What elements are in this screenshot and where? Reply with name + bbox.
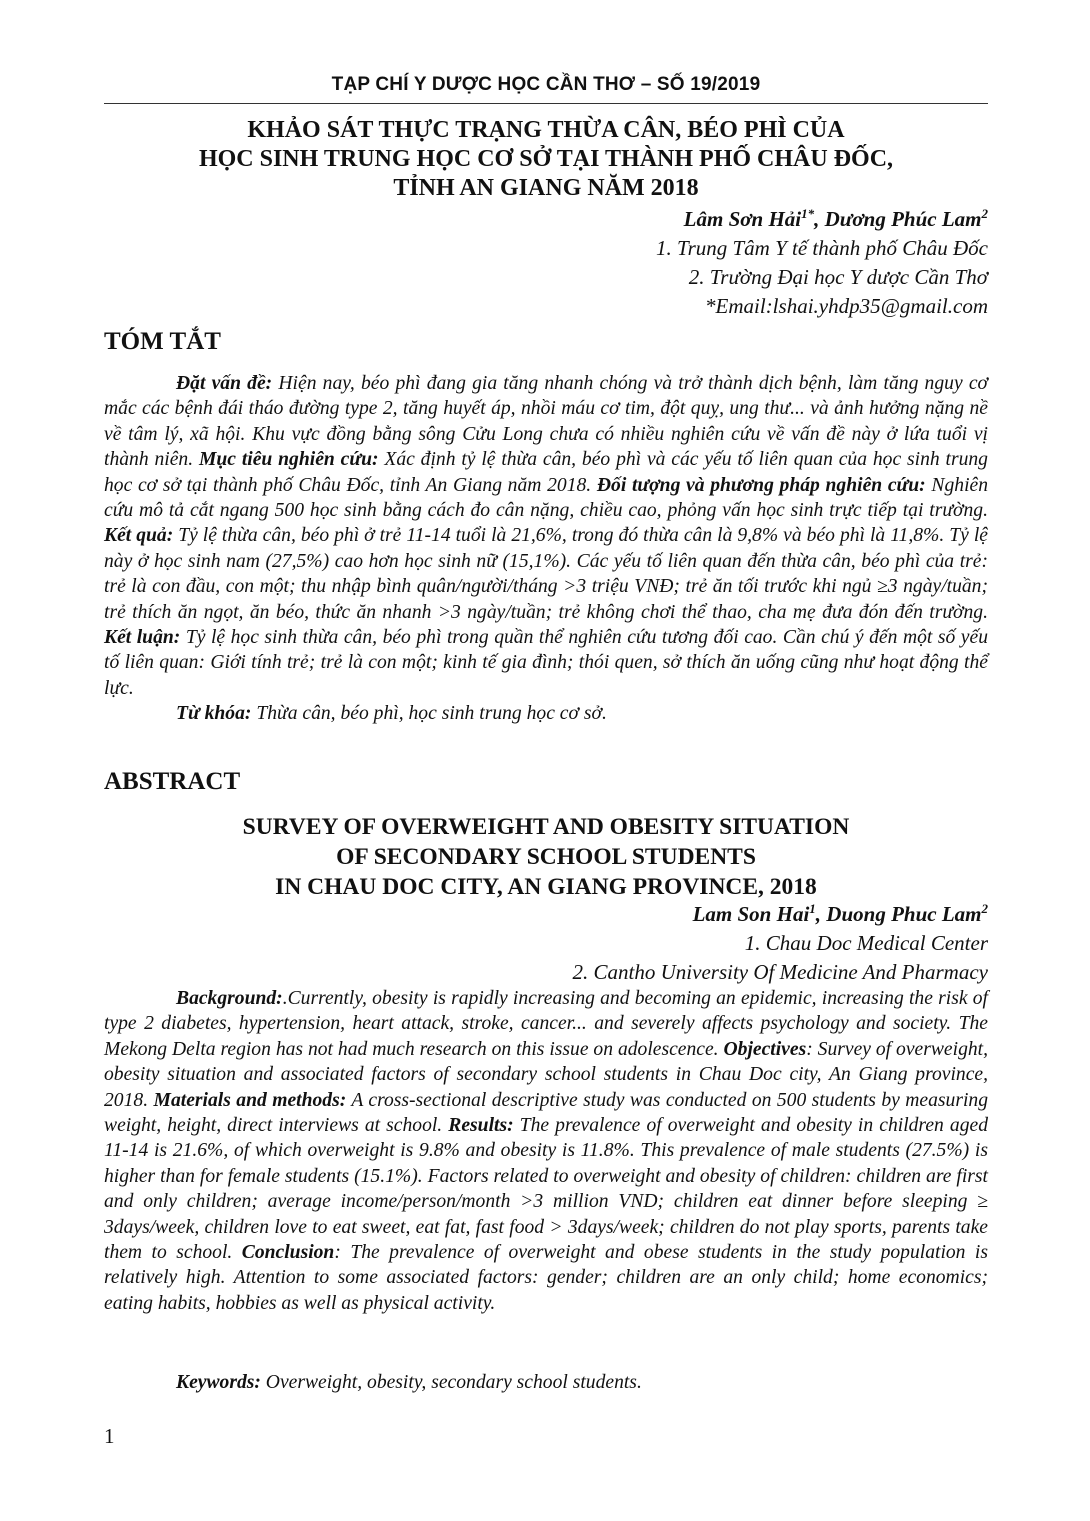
author-2-affil-en: 2 [981,901,988,916]
objective-label-en: Objectives [723,1038,807,1060]
title-en-line-2: OF SECONDARY SCHOOL STUDENTS [336,844,756,870]
conclusion-label-en: Conclusion [241,1242,335,1264]
conclusion-text-en: : The prevalence of overweight and obese students in the study population is relatively high. Attention to some associated factors: gender; children are an only child; home economics; eating habits, hobbies as well as physical activity. [104,1242,989,1314]
keywords-en [104,1370,988,1395]
summary-heading: TÓM TẮT [104,328,221,355]
background-text: Hiện nay, béo phì đang gia tăng nhanh chóng và trở thành dịch bệnh, làm tăng nguy cơ mắc các bệnh đái tháo đường type 2, tăng huyết áp, nhồi máu cơ tim, đột quỵ, ung thư... và ảnh hưởng nặng nề về tâm lý, xã hội. Khu vực đồng bằng sông Cửu Long chưa có nhiều nghiên cứu về vấn đề này ở lứa tuổi vị thành niên. [104,373,988,471]
author-1-en: Lam Son Hai [692,902,810,926]
keywords-label-vn: Từ khóa: [176,703,252,725]
abstract-heading: ABSTRACT [104,768,241,795]
author-1-affil: 1* [801,206,815,221]
results-label: Kết quả: [104,525,174,547]
author-2-affil: 2 [981,206,988,221]
results-label-en: Results: [448,1115,514,1137]
author-names-en [573,900,988,929]
title-vn-line-2: HỌC SINH TRUNG HỌC CƠ SỞ TẠI THÀNH PHỐ CHÂU ĐỐC, [198,146,894,172]
results-text: Tỷ lệ thừa cân, béo phì ở trẻ 11-14 tuổi là 21,6%, trong đó thừa cân là 9,8% và béo phì là 11,8%. Tỷ lệ này ở học sinh nam (27,5%) cao hơn học sinh nữ (15,1%). Các yếu tố liên quan đến thừa cân, béo phì của trẻ: trẻ là con đầu, con một; thu nhập bình quân/người/tháng >3 triệu VNĐ; trẻ ăn tối trước khi ngủ ≥3 ngày/tuần; trẻ thích ăn ngọt, ăn béo, thức ăn nhanh >3 ngày/tuần; trẻ không chơi thể thao, cha mẹ đưa đón đến trường. [104,525,988,623]
keywords-text-vn: Thừa cân, béo phì, học sinh trung học cơ sở. [251,703,607,725]
title-en-line-1: SURVEY OF OVERWEIGHT AND OBESITY SITUATION [242,814,850,840]
summary-body-vn [104,371,988,727]
objective-label: Mục tiêu nghiên cứu: [198,449,379,471]
methods-label-en: Materials and methods: [153,1089,347,1111]
affiliation-2-en: 2. Cantho University Of Medicine And Pharmacy [572,960,988,984]
corresponding-email: *Email:lshai.yhdp35@gmail.com [705,294,988,318]
header-rule [104,103,988,104]
methods-text: Nghiên cứu mô tả cắt ngang 500 học sinh bằng cách đo cân nặng, chiều cao, phỏng vấn học sinh trực tiếp tại trường. [104,474,989,522]
background-label-en: Background: [176,988,283,1009]
keywords-vn [104,701,988,726]
title-en-line-3: IN CHAU DOC CITY, AN GIANG PROVINCE, 2018 [275,874,817,900]
title-vn-line-3: TỈNH AN GIANG NĂM 2018 [393,175,699,201]
author-separator: , [814,207,825,231]
affiliation-2: 2. Trường Đại học Y dược Cần Thơ [688,265,988,289]
title-english [104,812,988,902]
authors-vn [656,205,988,321]
keywords-text-en: Overweight, obesity, secondary school students. [260,1372,642,1393]
objective-text: Xác định tỷ lệ thừa cân, béo phì và các yếu tố liên quan của học sinh trung học cơ sở tại thành phố Châu Đốc, tỉnh An Giang năm 2018. [104,449,988,496]
conclusion-label: Kết luận: [104,627,181,649]
author-2: Dương Phúc Lam [824,207,982,231]
abstract-body-en [104,986,988,1316]
results-text-en: The prevalence of overweight and obesity in children aged 11-14 is 21.6%, of which overweight is 9.8% and obesity is 11.8%. This prevalence of male students (27.5%) is higher than for female students (15.1%). Factors related to overweight and obesity of children: children are first and only children; average income/person/month >3 million VND; children eat dinner before sleeping ≥ 3days/week, children love to eat sweet, eat fat, fast food > 3days/week; children do not play sports, parents take them to school. [104,1115,988,1264]
conclusion-text: Tỷ lệ học sinh thừa cân, béo phì trong quần thể nghiên cứu tương đối cao. Cần chú ý đến một số yếu tố liên quan: Giới tính trẻ; trẻ là con một; kinh tế gia đình; thói quen, sở thích ăn uống cũng như hoạt động thể lực. [104,627,988,699]
objective-text-en: : Survey of overweight, obesity situation and associated factors of secondary school students in Chau Doc city, An Giang province, 2018. [104,1038,989,1111]
author-2-en: Duong Phuc Lam [826,902,982,926]
background-text-en: .Currently, obesity is rapidly increasing and becoming an epidemic, increasing the risk of type 2 diabetes, hypertension, heart attack, stroke, cancer... and severely affects psychology and society. The Mekong Delta region has not had much research on this issue on adolescence. [104,988,988,1060]
summary-paragraph [104,371,988,701]
abstract-paragraph [104,986,988,1316]
affiliation-1: 1. Trung Tâm Y tế thành phố Châu Đốc [656,236,988,260]
author-1-affil-en: 1 [809,901,816,916]
authors-en [573,900,988,987]
title-vietnamese [104,116,988,203]
author-1: Lâm Sơn Hải [683,207,802,231]
page-number: 1 [104,1424,115,1448]
background-label: Đặt vấn đề: [176,373,273,394]
keywords-label-en: Keywords: [176,1372,261,1393]
methods-label: Đối tượng và phương pháp nghiên cứu: [596,474,926,496]
journal-header: TẠP CHÍ Y DƯỢC HỌC CẦN THƠ – SỐ 19/2019 [331,74,761,95]
affiliation-1-en: 1. Chau Doc Medical Center [744,931,988,955]
author-names-vn [656,205,988,234]
author-separator-en: , [815,902,827,926]
title-vn-line-1: KHẢO SÁT THỰC TRẠNG THỪA CÂN, BÉO PHÌ CỦA [247,117,845,143]
methods-text-en: A cross-sectional descriptive study was conducted on 500 students by measuring weight, height, direct interviews at school. [104,1089,989,1137]
